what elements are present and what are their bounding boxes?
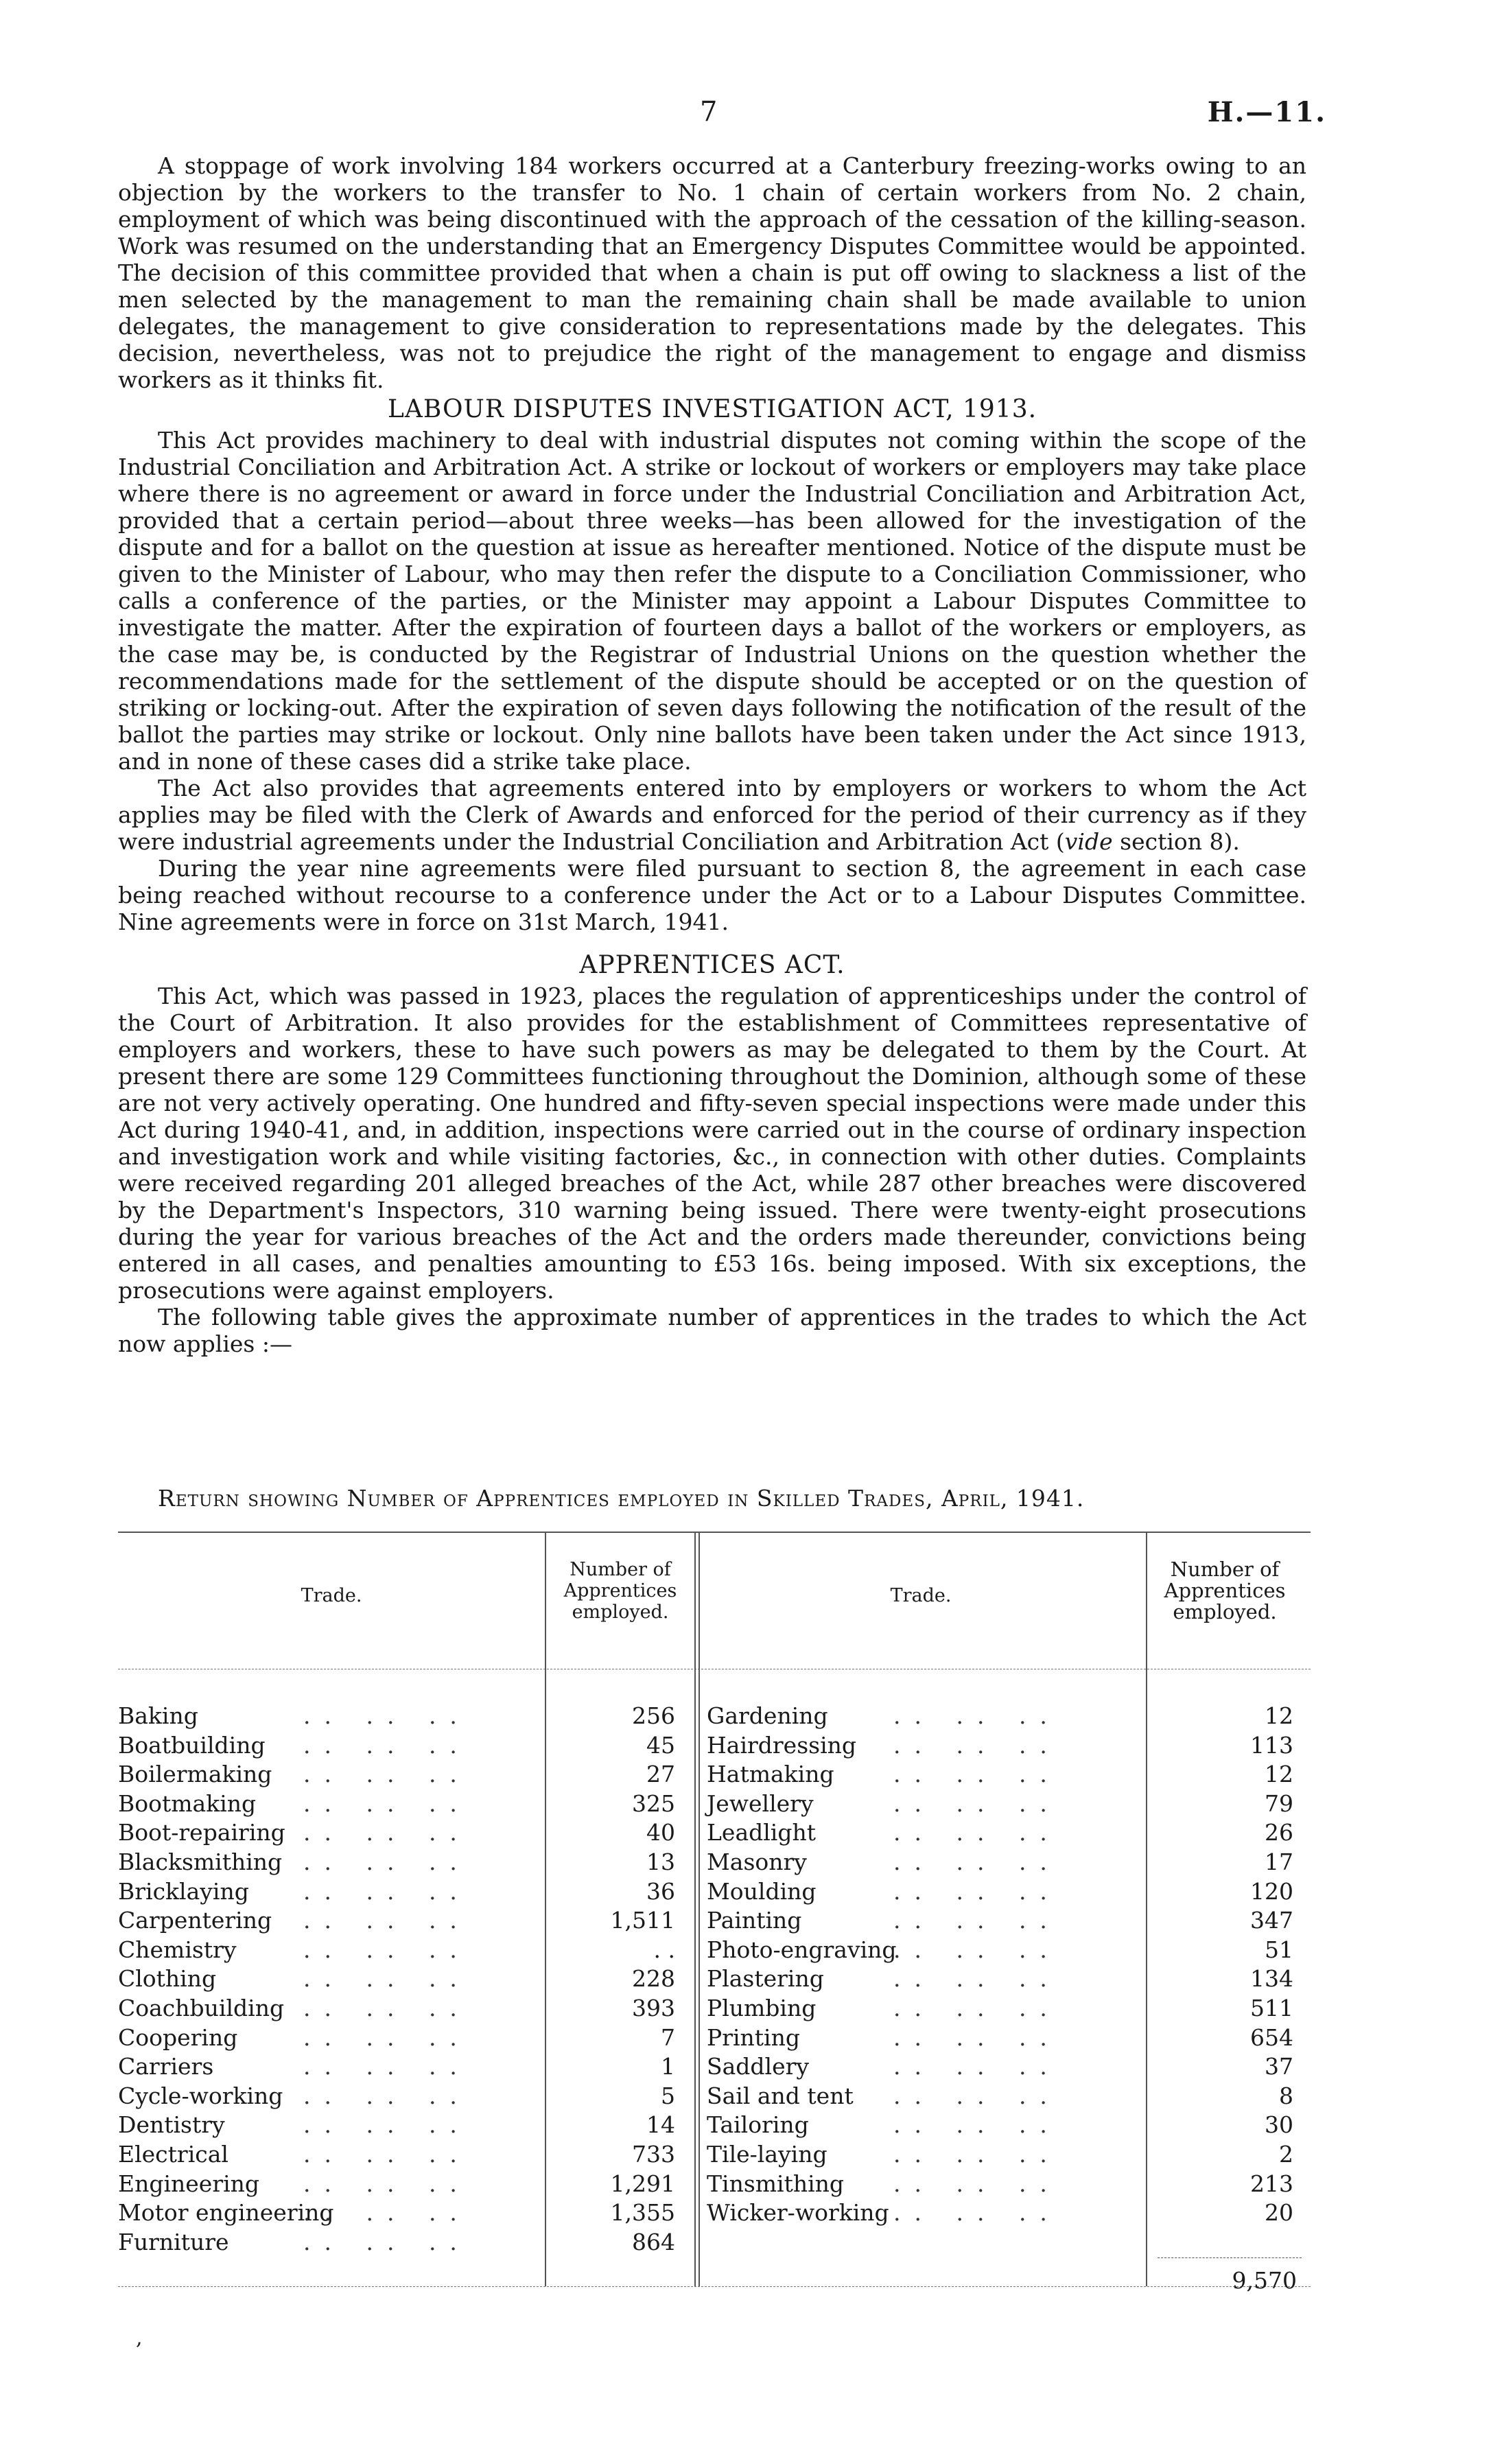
apprentice-count: 8: [1279, 2082, 1293, 2109]
leader-dots: .. .. ..: [893, 2141, 1061, 2168]
trade-name: Baking: [118, 1702, 198, 1729]
trade-name: Boatbuilding: [118, 1731, 266, 1759]
apprentice-count: 120: [1250, 1877, 1293, 1905]
table-top-rule: [118, 1532, 1311, 1533]
apprentice-count: 1,355: [610, 2199, 675, 2227]
leader-dots: .. .. ..: [303, 2199, 471, 2227]
trade-name: Hatmaking: [707, 1761, 834, 1788]
apprentice-count: 864: [632, 2228, 675, 2255]
table-total: 9,570: [1232, 2267, 1297, 2294]
trade-name: Clothing: [118, 1965, 217, 1993]
apprentice-count: 79: [1265, 1790, 1293, 1817]
trade-name: Printing: [707, 2023, 800, 2051]
apprentice-count: 1,291: [610, 2170, 675, 2197]
apprentice-count: 7: [661, 2023, 675, 2051]
apprentice-count: 393: [632, 1995, 675, 2021]
apprentice-count: 654: [1250, 2023, 1293, 2051]
leader-dots: .. .. ..: [303, 1790, 471, 1817]
trade-name: Jewellery: [707, 1790, 814, 1817]
leader-dots: .. .. ..: [303, 1731, 471, 1759]
apprentice-count: 40: [646, 1819, 675, 1846]
apprentice-count: 1: [661, 2053, 675, 2080]
p2-text-start: The Act also provides that agreements entered into by employers or workers to whom the Act applies may be filed with the Clerk of Awards and enforced for the period of their currency as if they were industrial agreements under the Industrial Conciliation and Arbitration Act (: [118, 775, 1306, 855]
apprentices-paragraph-2: The following table gives the approximate number of apprentices in the trades to which the Act now applies :—: [118, 1304, 1306, 1357]
apprentice-count: 13: [646, 1849, 675, 1875]
leader-dots: .. .. ..: [303, 1936, 471, 1963]
leader-dots: .. .. ..: [893, 1849, 1061, 1875]
apprentice-count: 5: [661, 2082, 675, 2109]
apprentice-count: 134: [1250, 1965, 1293, 1993]
table-row: [118, 2198, 1311, 2227]
trade-name: Furniture: [118, 2228, 229, 2255]
leader-dots: .. .. ..: [303, 2141, 471, 2168]
leader-dots: .. .. ..: [893, 1790, 1061, 1817]
page-number: 7: [700, 96, 718, 128]
col-header-trade-left: Trade.: [301, 1585, 362, 1606]
apprentice-count: 36: [646, 1877, 675, 1905]
apprentice-count: 325: [632, 1790, 675, 1817]
apprentice-count: 256: [632, 1702, 675, 1729]
apprentice-count: 20: [1265, 2199, 1293, 2227]
leader-dots: .. .. ..: [893, 1995, 1061, 2021]
section-heading-apprentices: APPRENTICES ACT.: [579, 951, 845, 979]
table-row: [118, 1818, 1311, 1847]
leader-dots: .. .. ..: [893, 2082, 1061, 2109]
apprentice-count: 1,511: [610, 1907, 675, 1934]
text-column-upper: [118, 152, 1306, 1357]
trade-name: Sail and tent: [707, 2082, 854, 2109]
trade-name: Coachbuilding: [118, 1995, 285, 2021]
trade-name: Leadlight: [707, 1819, 816, 1846]
total-rule: [1158, 2257, 1302, 2258]
apprentice-count: 511: [1250, 1995, 1293, 2021]
trade-name: Masonry: [707, 1849, 807, 1875]
trade-name: Blacksmithing: [118, 1849, 283, 1875]
leader-dots: .. .. ..: [893, 1731, 1061, 1759]
trade-name: Carriers: [118, 2053, 214, 2080]
apprentice-count: 12: [1265, 1761, 1293, 1788]
leader-dots: .. .. ..: [303, 1702, 471, 1729]
col-header-number-right: Number of Apprentices employed.: [1164, 1558, 1286, 1623]
apprentices-paragraph-1: This Act, which was passed in 1923, places the regulation of apprenticeships under the control of the Court of Arbitration. It also provides for the establishment of Committees representative of employers and workers, these to have such powers as may be delegated to them by the Court. At present there are some 129 Committees functioning throughout the Dominion, although some of these are not very actively operating. One hundred and fifty-seven special inspections were made under this Act during 1940-41, and, in addition, inspections were carried out in the course of ordinary inspection and investigation work and while visiting factories, &c., in connection with other duties. Complaints were received regarding 201 alleged breaches of the Act, while 287 other breaches were discovered by the Department's Inspectors, 310 warning being issued. There were twenty-eight prosecutions during the year for various breaches of the Act and the orders made thereunder, convictions being entered in all cases, and penalties amounting to £53 16s. being imposed. With six exceptions, the prosecutions were against employers.: [118, 983, 1306, 1304]
leader-dots: .. .. ..: [893, 2111, 1061, 2139]
leader-dots: .. .. ..: [893, 1936, 1061, 1963]
table-row: [118, 2111, 1311, 2139]
table-row: [118, 1964, 1311, 1993]
leader-dots: .. .. ..: [303, 2228, 471, 2255]
leader-dots: .. .. ..: [303, 1849, 471, 1875]
table-bottom-rule: [118, 2286, 1311, 2287]
trade-name: Tinsmithing: [707, 2170, 845, 2197]
document-reference: H.—11.: [1207, 96, 1326, 128]
leader-dots: .. .. ..: [893, 2199, 1061, 2227]
trade-name: Bootmaking: [118, 1790, 257, 1817]
section-heading-labour-disputes: LABOUR DISPUTES INVESTIGATION ACT, 1913.: [387, 395, 1037, 423]
table-caption: Return showing Number of Apprentices employed in Skilled Trades, April, 1941.: [158, 1485, 1085, 1512]
apprentice-count: 17: [1265, 1849, 1293, 1875]
leader-dots: .. .. ..: [303, 1819, 471, 1846]
p2-text-end: section 8).: [1112, 828, 1240, 855]
table-row: [118, 1702, 1311, 1730]
leader-dots: .. .. ..: [303, 2170, 471, 2197]
trade-name: Plastering: [707, 1965, 824, 1993]
leader-dots: .. .. ..: [303, 2053, 471, 2080]
apprentice-count: 27: [646, 1761, 675, 1788]
apprentice-count: . .: [653, 1936, 675, 1963]
apprentice-count: 26: [1265, 1819, 1293, 1846]
leader-dots: .. .. ..: [303, 2023, 471, 2051]
trade-name: Coopering: [118, 2023, 238, 2051]
trade-name: Chemistry: [118, 1936, 237, 1963]
apprentice-count: 12: [1265, 1702, 1293, 1729]
leader-dots: .. .. ..: [303, 2082, 471, 2109]
trade-name: Engineering: [118, 2170, 260, 2197]
apprentice-count: 14: [646, 2111, 675, 2139]
trade-name: Cycle-working: [118, 2082, 283, 2109]
leader-dots: .. .. ..: [893, 1702, 1061, 1729]
trade-name: Tile-laying: [707, 2141, 827, 2168]
leader-dots: .. .. ..: [303, 2111, 471, 2139]
leader-dots: .. .. ..: [893, 2053, 1061, 2080]
trade-name: Photo-engraving: [707, 1936, 897, 1963]
apprentice-count: 30: [1265, 2111, 1293, 2139]
stray-mark: ,: [136, 2326, 143, 2350]
leader-dots: .. .. ..: [303, 1995, 471, 2021]
leader-dots: .. .. ..: [303, 1965, 471, 1993]
leader-dots: .. .. ..: [893, 1877, 1061, 1905]
trade-name: Gardening: [707, 1702, 828, 1729]
leader-dots: .. .. ..: [893, 1907, 1061, 1934]
apprentice-count: 347: [1250, 1907, 1293, 1934]
apprentice-count: 2: [1279, 2141, 1293, 2168]
p2-vide: vide: [1064, 828, 1113, 855]
table-row: [118, 1848, 1311, 1877]
labour-disputes-paragraph-1: This Act provides machinery to deal with industrial disputes not coming within the scope of the Industrial Conciliation and Arbitration Act. A strike or lockout of workers or employers may take place where there is no agreement or award in force under the Industrial Conciliation and Arbitration Act, provided that a certain period—about three weeks—has been allowed for the investigation of the dispute and for a ballot on the question at issue as hereafter mentioned. Notice of the dispute must be given to the Minister of Labour, who may then refer the dispute to a Conciliation Commissioner, who calls a conference of the parties, or the Minister may appoint a Labour Disputes Committee to investigate the matter. After the expiration of fourteen days a ballot of the workers or employers, as the case may be, is conducted by the Registrar of Industrial Unions on the question whether the recommendations made for the settlement of the dispute should be accepted or on the question of striking or locking-out. After the expiration of seven days following the notification of the result of the ballot the parties may strike or lockout. Only nine ballots have been taken under the Act since 1913, and in none of these cases did a strike take place.: [118, 427, 1306, 775]
apprentice-count: 51: [1265, 1936, 1293, 1963]
table-row: [118, 2140, 1311, 2169]
apprentice-count: 733: [632, 2141, 675, 2168]
table-row: [118, 2023, 1311, 2052]
trade-name: Saddlery: [707, 2053, 810, 2080]
leader-dots: .. .. ..: [893, 2023, 1061, 2051]
leader-dots: .. .. ..: [303, 1877, 471, 1905]
leader-dots: .. .. ..: [893, 1761, 1061, 1788]
trade-name: Wicker-working: [707, 2199, 889, 2227]
table-row: [118, 1936, 1311, 1964]
trade-name: Electrical: [118, 2141, 228, 2168]
trade-name: Bricklaying: [118, 1877, 249, 1905]
table-row: [118, 1731, 1311, 1760]
apprentice-count: 113: [1250, 1731, 1293, 1759]
table-row: [118, 2170, 1311, 2198]
trade-name: Carpentering: [118, 1907, 272, 1934]
table-row: [118, 1790, 1311, 1818]
trade-name: Boilermaking: [118, 1761, 272, 1788]
table-row: [118, 1994, 1311, 2023]
table-row: [118, 2052, 1311, 2081]
trade-name: Painting: [707, 1907, 802, 1934]
leader-dots: .. .. ..: [893, 1819, 1061, 1846]
table-row: [118, 1906, 1311, 1935]
apprentice-count: 45: [646, 1731, 675, 1759]
trade-name: Hairdressing: [707, 1731, 857, 1759]
apprentice-count: 37: [1265, 2053, 1293, 2080]
table-row: [118, 1877, 1311, 1906]
apprentice-count: 213: [1250, 2170, 1293, 2197]
trade-name: Tailoring: [707, 2111, 809, 2139]
apprentices-table: [118, 1532, 1311, 2300]
leader-dots: .. .. ..: [893, 1965, 1061, 1993]
leader-dots: .. .. ..: [893, 2170, 1061, 2197]
intro-paragraph: A stoppage of work involving 184 workers occurred at a Canterbury freezing-works owing to an objection by the workers to the transfer to No. 1 chain of certain workers from No. 2 chain, employment of which was being discontinued with the approach of the cessation of the killing-season. Work was resumed on the understanding that an Emergency Disputes Committee would be appointed. The decision of this committee provided that when a chain is put off owing to slackness a list of the men selected by the management to man the remaining chain shall be made available to union delegates, the management to give consideration to representations made by the delegates. This decision, nevertheless, was not to prejudice the right of the management to engage and dismiss workers as it thinks fit.: [118, 152, 1306, 393]
labour-disputes-paragraph-2: [118, 775, 1306, 855]
table-row: [118, 2082, 1311, 2111]
table-row: [118, 1760, 1311, 1789]
col-header-number-left: Number of Apprentices employed.: [563, 1559, 677, 1623]
table-row: [118, 2228, 1311, 2257]
leader-dots: .. .. ..: [303, 1907, 471, 1934]
labour-disputes-paragraph-3: During the year nine agreements were filed pursuant to section 8, the agreement in each case being reached without recourse to a conference under the Act or to a Labour Disputes Committee. Nine agreements were in force on 31st March, 1941.: [118, 855, 1306, 935]
col-header-trade-right: Trade.: [890, 1585, 952, 1606]
trade-name: Moulding: [707, 1877, 817, 1905]
trade-name: Motor engineering: [118, 2199, 334, 2227]
leader-dots: .. .. ..: [303, 1761, 471, 1788]
trade-name: Dentistry: [118, 2111, 225, 2139]
trade-name: Boot-repairing: [118, 1819, 285, 1846]
apprentice-count: 228: [632, 1965, 675, 1993]
trade-name: Plumbing: [707, 1995, 817, 2021]
